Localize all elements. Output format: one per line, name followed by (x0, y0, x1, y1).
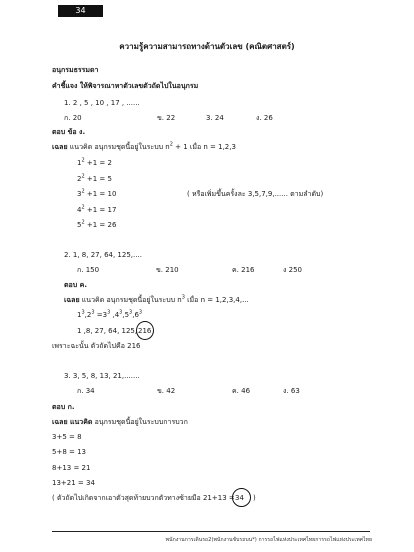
q1-note: ( หรือเพิ่มขึ้นครั้งละ 3,5,7,9,...... ตามลำดับ) (187, 190, 324, 198)
q3-sol-label: เฉลย แนวคิด (52, 418, 93, 426)
q1-choice-a: ก. 20 (64, 114, 82, 122)
q1-question: 1. 2 , 5 , 10 , 17 , ...... (64, 99, 140, 107)
instruction: คำชี้แจง ให้พิจารณาหาตัวเลขตัวถัดไปในอนุกรม (52, 82, 199, 90)
q2-question: 2. 1, 8, 27, 64, 125,.... (64, 251, 142, 259)
q1-solution (52, 143, 236, 152)
q3-step-3: 8+13 = 21 (52, 464, 91, 472)
q1-answer: ตอบ ข้อ ง. (52, 128, 86, 136)
q2-sol-label: เฉลย (64, 296, 80, 304)
q2-conclusion: เพราะฉะนั้น ตัวถัดไปคือ 216 (52, 342, 141, 350)
footer-text: พนักงานการเดินรถ2(พนักงานขับรถบน*) การรถไฟแห่งประเทศไทยการรถไฟแห่งประเทศไทย (165, 537, 372, 543)
q2-sol-text: แนวคิด อนุกรมชุดนี้อยู่ในระบบ n (81, 296, 182, 304)
page-number: 34 (58, 5, 103, 17)
q2-sequence: 1 ,8, 27, 64, 125, (77, 327, 138, 335)
q3-circled-answer: 34 (235, 494, 244, 502)
q1-choice-d: ง. 26 (256, 114, 273, 122)
q1-choice-c: 3. 24 (206, 114, 224, 122)
q1-step-3: $3^2 +1 = 10$ (77, 188, 117, 198)
section-heading: อนุกรมธรรมดา (52, 66, 99, 74)
q1-choice-b: ข. 22 (157, 114, 176, 122)
q2-powers: $1^3,2^3 =3^3$ $,4^3,5^3,6^3$ (77, 309, 143, 319)
q2-circled-answer: 216 (138, 327, 152, 335)
q1-step-5: $5^2 +1 = 26$ (77, 219, 117, 229)
q3-choice-a: ก. 34 (77, 387, 95, 395)
q2-choice-c: ค. 216 (232, 266, 255, 274)
q2-sol-exp: 3 (181, 294, 185, 301)
q3-answer: ตอบ ก. (52, 403, 75, 411)
q2-answer: ตอบ ค. (64, 281, 87, 289)
q2-choice-d: ง 250 (283, 266, 303, 274)
q3-step-4: 13+21 = 34 (52, 479, 95, 487)
q3-choice-c: ค. 46 (232, 387, 251, 395)
q3-note: ( ตัวถัดไปเกิดจากเอาตัวสุดท้ายบวกตัวทางซ้ายมือ 21+13 = ) (52, 494, 256, 502)
q1-sol-text: แนวคิด อนุกรมชุดนี้อยู่ในระบบ n (69, 143, 170, 151)
q3-choice-d: ง. 63 (283, 387, 300, 395)
q1-sol-exp: 2 (169, 141, 173, 148)
q3-solution (52, 418, 188, 427)
footer-divider (52, 531, 370, 532)
page-title: ความรู้ความสามารถทางด้านตัวเลข (คณิตศาสตร์) (119, 42, 295, 51)
q3-step-1: 3+5 = 8 (52, 433, 82, 441)
q1-sol-tail: + 1 เมื่อ n = 1,2,3 (172, 143, 236, 151)
q2-choice-b: ข. 210 (156, 266, 179, 274)
q3-question: 3. 3, 5, 8, 13, 21,....... (64, 372, 140, 380)
q3-step-2: 5+8 = 13 (52, 448, 86, 456)
q2-solution (64, 296, 249, 305)
q1-step-1: $1^2 +1 = 2$ (77, 157, 112, 167)
q2-choice-a: ก. 150 (77, 266, 100, 274)
q1-sol-label: เฉลย (52, 143, 68, 151)
q3-choice-b: ข. 42 (157, 387, 176, 395)
q3-sol-text: อนุกรมชุดนี้อยู่ในระบบการบวก (92, 418, 188, 426)
q1-step-4: $4^2 +1 = 17$ (77, 204, 117, 214)
q2-sol-tail: เมื่อ n = 1,2,3,4,... (184, 296, 249, 304)
q1-step-2: $2^2 +1 = 5$ (77, 173, 112, 183)
